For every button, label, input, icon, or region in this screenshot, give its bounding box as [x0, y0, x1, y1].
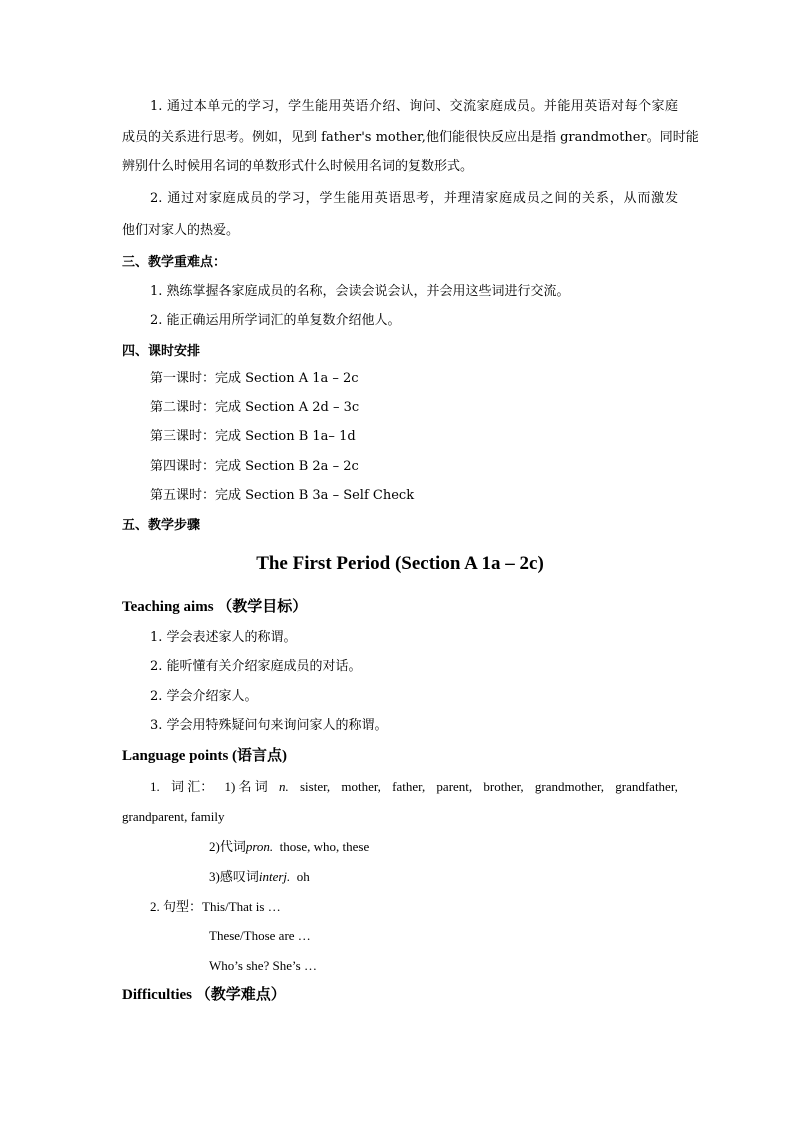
vocab-label: 词 汇：	[170, 779, 214, 794]
vocab-word: grandmother,	[534, 779, 605, 794]
vocab-word: parent,	[436, 779, 473, 794]
sentence-pattern-2: These/Those are …	[209, 928, 311, 943]
objective-2-line-2: 他们对家人的热爱。	[122, 223, 240, 238]
pronoun-words: those, who, these	[279, 839, 370, 854]
section-5-heading: 五、教学步骤	[122, 518, 201, 533]
section-3-item: 2. 能正确运用所学词汇的单复数介绍他人。	[150, 313, 401, 328]
objective-1-line-1: 1. 通过本单元的学习，学生能用英语介绍、询问、交流家庭成员。并能用英语对每个家庭	[150, 99, 678, 114]
objective-2-line-1: 2. 通过对家庭成员的学习，学生能用英语思考，并理清家庭成员之间的关系，从而激发	[150, 191, 678, 206]
schedule-item: 第一课时：完成 Section A 1a – 2c	[150, 371, 359, 386]
vocab-word: grandfather,	[615, 779, 678, 794]
vocab-word: father,	[392, 779, 426, 794]
vocab-word: mother,	[341, 779, 381, 794]
vocabulary-nouns-line	[150, 779, 678, 795]
difficulties-heading: Difficulties （教学难点）	[122, 987, 286, 1003]
pronoun-abbreviation: pron.	[245, 839, 274, 854]
teaching-aims-heading: Teaching aims （教学目标）	[122, 599, 308, 615]
vocabulary-pronouns	[209, 839, 369, 855]
sentence-pattern-3: Who’s she? She’s …	[209, 958, 317, 973]
interjection-label: 3)感叹词	[209, 869, 259, 884]
pronoun-label: 2)代词	[209, 839, 246, 854]
schedule-item: 第四课时：完成 Section B 2a – 2c	[150, 459, 359, 474]
vocabulary-interjections	[209, 869, 310, 885]
teaching-aim-item: 3. 学会用特殊疑问句来询问家人的称谓。	[150, 718, 388, 733]
teaching-aim-item: 2. 能听懂有关介绍家庭成员的对话。	[150, 659, 362, 674]
schedule-item: 第三课时：完成 Section B 1a– 1d	[150, 429, 356, 444]
objective-1-line-2: 成员的关系进行思考。例如，见到 father's mother,他们能很快反应出是指 grandmother。同时能	[122, 130, 699, 145]
section-3-item: 1. 熟练掌握各家庭成员的名称，会读会说会认，并会用这些词进行交流。	[150, 284, 570, 299]
vocab-word: sister,	[299, 779, 331, 794]
vocab-word: brother,	[483, 779, 524, 794]
sentence-pattern-1: 2. 句型：This/That is …	[150, 899, 281, 914]
vocab-noun-label: 1) 名 词	[224, 779, 268, 794]
interjection-abbreviation: interj.	[258, 869, 291, 884]
language-points-heading: Language points (语言点)	[122, 748, 288, 764]
vocabulary-nouns-continued: grandparent, family	[122, 809, 225, 824]
section-3-heading: 三、教学重难点：	[122, 255, 227, 270]
period-title: The First Period (Section A 1a – 2c)	[256, 553, 544, 574]
schedule-item: 第二课时：完成 Section A 2d – 3c	[150, 400, 360, 415]
objective-1-line-3: 辨别什么时候用名词的单数形式什么时候用名词的复数形式。	[122, 159, 474, 174]
teaching-aim-item: 2. 学会介绍家人。	[150, 689, 258, 704]
teaching-aim-item: 1. 学会表述家人的称谓。	[150, 630, 297, 645]
vocab-number: 1.	[150, 779, 160, 794]
schedule-item: 第五课时：完成 Section B 3a – Self Check	[150, 488, 415, 503]
interjection-words: oh	[296, 869, 310, 884]
section-4-heading: 四、课时安排	[122, 344, 201, 359]
noun-abbreviation: n.	[279, 779, 289, 794]
